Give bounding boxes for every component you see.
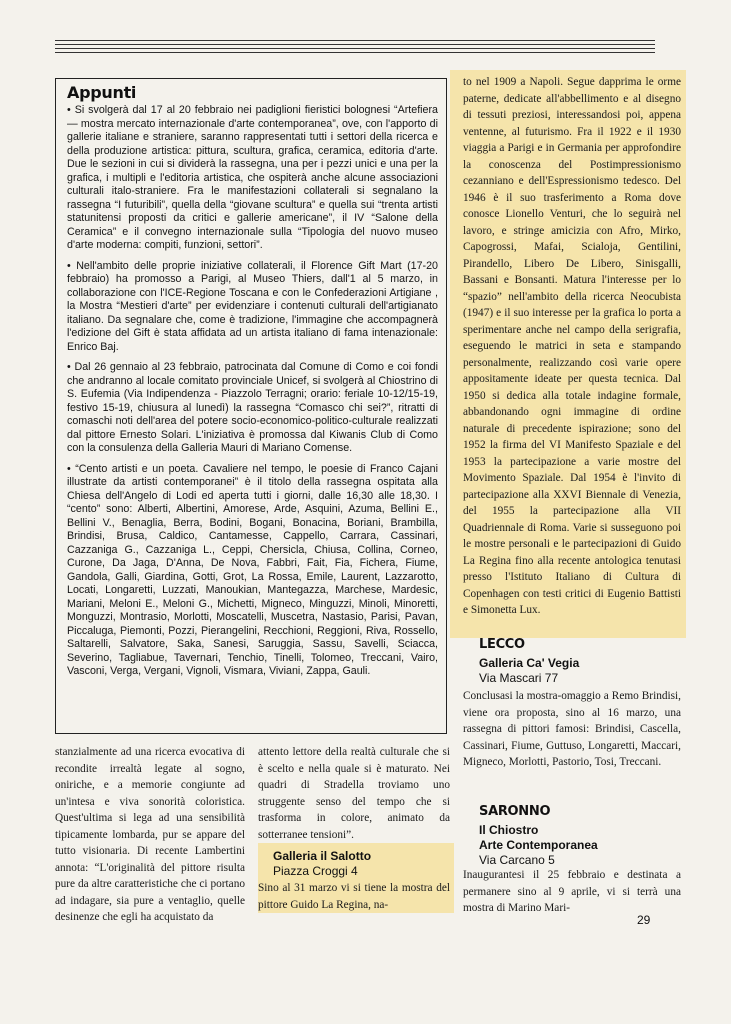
- salotto-address: Piazza Croggi 4: [273, 864, 358, 878]
- right-column-text: to nel 1909 a Napoli. Segue dapprima le orme paterne, dedicate all'abbellimento e al disegno di tessuti preziosi, interessandosi poi, appena ventenne, al futurismo. Fra il 1922 e il 1930 viaggia a Parigi e in Germania per approfondire la conoscenza del Postimpressionismo cezanniano e dell'Espressionismo tedesco. Del 1946 è il suo trasferimento a Roma dove conosce Lionello Venturi, che lo seguirà nel lavoro, e stringe amicizia con Afro, Mirko, Capogrossi, Mafai, Scialoja, Gentilini, Pirandello, Libero De Libero, Sinisgalli, Bassani e Bonsanti. Matura l'interesse per lo “spazio” nell'ambito della ricerca Neocubista (1947) e il suo interesse per la grafica lo porta a sperimentare anche nel campo della serigrafia, eseguendo le matrici in seta e stampando personalmente, realizzando così varie opere appositamente ideate per questa tecnica. Dal 1950 si dedica alla totale indagine formale, abbandonando ogni immagine di ordine naturale di precedente ispirazione; sono del 1952 la firma del VI Manifesto Spaziale e del 1953 la partecipazione a varie mostre del Movimento Spaziale. Dal 1954 è l'invito di partecipazione alla XXVI Biennale di Venezia, del 1955 la partecipazione alla VII Quadriennale di Roma. Varie si susseguono poi le mostre personali e le partecipazioni di Guido La Regina fino alla recente antologica tenutasi presso l'Istituto Italiano di Cultura di Copenhagen con testi critici di Eugenio Battisti e Simonetta Lux.: [463, 76, 681, 616]
- appunti-paragraph-como: • Dal 26 gennaio al 23 febbraio, patrocinata dal Comune di Como e coi fondi che andranno al locale comitato provinciale Unicef, si svolgerà al Chiostrino di S. Eufemia (Via Indipendenza - Piazzolo Terragni; orario: feriale 10-12/15-19, festivo 15-19, chiusura al lunedì) la rassegna “Comasco chi sei?”, ritratti di comaschi noti dell'area del potere socio-economico-politico-culturale realizzati dal pittore Ernesto Solari. L'iniziativa è promossa dal Kiwanis Club di Como con la consulenza della Galleria Mauri di Mariano Comense.: [67, 361, 438, 454]
- saronno-gallery-line1: Il Chiostro: [479, 823, 539, 837]
- saronno-venue: [479, 823, 598, 868]
- page-number: 29: [637, 913, 651, 927]
- saronno-heading: SARONNO: [479, 804, 551, 819]
- appunti-paragraph-lodi: • “Cento artisti e un poeta. Cavaliere nel tempo, le poesie di Franco Cajani illustrate da artisti contemporanei” è il titolo della rassegna ospitata alla Chiesa dell'Angelo di Lodi ed aperta tutti i giorni, dalle 16,30 alle 18,30. I “cento” sono: Alberti, Albertini, Amorese, Arde, Asquini, Azuma, Bellini E., Bellini V., Benaglia, Berra, Bodini, Bogani, Bonacina, Boriani, Brambilla, Brindisi, Brusa, Caldico, Cantamesse, Cappello, Carrara, Cassinari, Cazzaniga G., Cazzaniga L., Ceppi, Chersicla, Chiusa, Collina, Corneo, Curone, Da Jaga, D'Anna, De Nova, Fabbri, Fait, Fia, Fichera, Fiume, Gandola, Galli, Giardina, Gotti, Grot, La Rossa, Emile, Laurent, Lazzarotto, Locati, Longaretti, Luzzati, Manoukian, Mantegazza, Marchese, Mardesic, Mariani, Meloni E., Meloni G., Michetti, Migneco, Minguzzi, Minoli, Minoretti, Monguzzi, Montrasio, Morlotti, Moscatelli, Muscetra, Nastasio, Parisi, Pavan, Piccaluga, Piemonti, Pozzi, Pierangelini, Recchioni, Reggioni, Riva, Rossello, Saltarelli, Salvatore, Saka, Sanesi, Saruggia, Sassu, Savelli, Sciacca, Severino, Tagliabue, Tavernari, Tenchio, Tinelli, Tolomeo, Treccani, Vairo, Vasconi, Verga, Vergani, Vignoli, Vismara, Viviani, Zappa, Gauli.: [67, 462, 438, 677]
- lecco-gallery: Galleria Ca' Vegia: [479, 656, 580, 670]
- salotto-venue: [273, 849, 371, 879]
- lecco-heading: LECCO: [479, 637, 525, 652]
- bottom-middle-text: attento lettore della realtà culturale che si è scelto e nella quale si è maturato. Nei quadri di Stradella troviamo uno struggente senso del tempo che si trasforma in colore, animato da sotterranee tensioni”.: [258, 746, 450, 841]
- appunti-title: Appunti: [67, 83, 137, 102]
- lecco-venue: [479, 656, 579, 686]
- appunti-paragraph-artefiera: • Si svolgerà dal 17 al 20 febbraio nei padiglioni fieristici bolognesi “Artefiera — mostra mercato internazionale d'arte contemporanea”, ove, con l'apporto di gallerie italiane e straniere, saranno rappresentati tutti i settori della ricerca e della produzione artistica: pittura, scultura, grafica, ceramica, editoria d'arte. Due le sezioni in cui si dividerà la rassegna, una per i pezzi unici e una per la grafica, i multipli e l'editoria artistica, che ospiterà anche alcune associazioni culturali italo-straniere. Fra le manifestazioni collaterali si segnalano la rassegna “I futuribili”, quella della “giovane scultura” e quella sui “trenta artisti statunitensi proposti da critici e gallerie americane”, il IV “Salone della Ceramica” e il convegno internazionale sulla “Tipologia del nuovo museo d'arte moderna: compiti, funzioni, settori”.: [67, 104, 438, 251]
- salotto-text: Sino al 31 marzo vi si tiene la mostra del pittore Guido La Regina, na-: [258, 882, 450, 911]
- saronno-text: Inaugurantesi il 25 febbraio e destinata a permanere sino al 9 aprile, vi si terrà una mostra di Marino Mari-: [463, 869, 681, 914]
- saronno-address: Via Carcano 5: [479, 853, 555, 867]
- saronno-gallery-line2: Arte Contemporanea: [479, 838, 598, 852]
- lecco-text: Conclusasi la mostra-omaggio a Remo Brindisi, viene ora proposta, sino al 16 marzo, una rassegna di pittori famosi: Brindisi, Cascella, Cassinari, Fiume, Guttuso, Longaretti, Maccari, Migneco, Morlotti, Pastorio, Tosi, Treccani.: [463, 690, 681, 768]
- appunti-paragraph-gift-mart: • Nell'ambito delle proprie iniziative collaterali, il Florence Gift Mart (17-20 febbraio) ha promosso a Parigi, al Museo Thiers, dall'1 al 5 marzo, in collaborazione con l'ICE-Regione Toscana e con le Confederazioni Artigiane , la Mostra “Mestieri d'arte” per evidenziare i contenuti culturali dell'artigianato italiano. Da segnalare che, come è tradizione, l'immagine che accompagnerà l'edizione del Gift è stata affidata ad un artista italiano di fama intenazionale: Enrico Baj.: [67, 259, 438, 353]
- lecco-address: Via Mascari 77: [479, 671, 559, 685]
- header-rules: [55, 40, 655, 56]
- appunti-box: [55, 78, 447, 734]
- bottom-left-text: stanzialmente ad una ricerca evocativa di recondite irrealtà legate al sogno, oniriche, e a memorie congiunte ad un'intesa e viva sonorità coloristica. Quest'ultima si lega ad una sensibilità tipicamente lombarda, pur se appare del tutto visionaria. Di recente Lambertini annota: “L'originalità del pittore risulta pure da altre caratteristiche che ci portano ad indagare, sia pure a ventaglio, quelle desinenze che egli ha acquistato da: [55, 746, 245, 923]
- salotto-gallery: Galleria il Salotto: [273, 849, 372, 863]
